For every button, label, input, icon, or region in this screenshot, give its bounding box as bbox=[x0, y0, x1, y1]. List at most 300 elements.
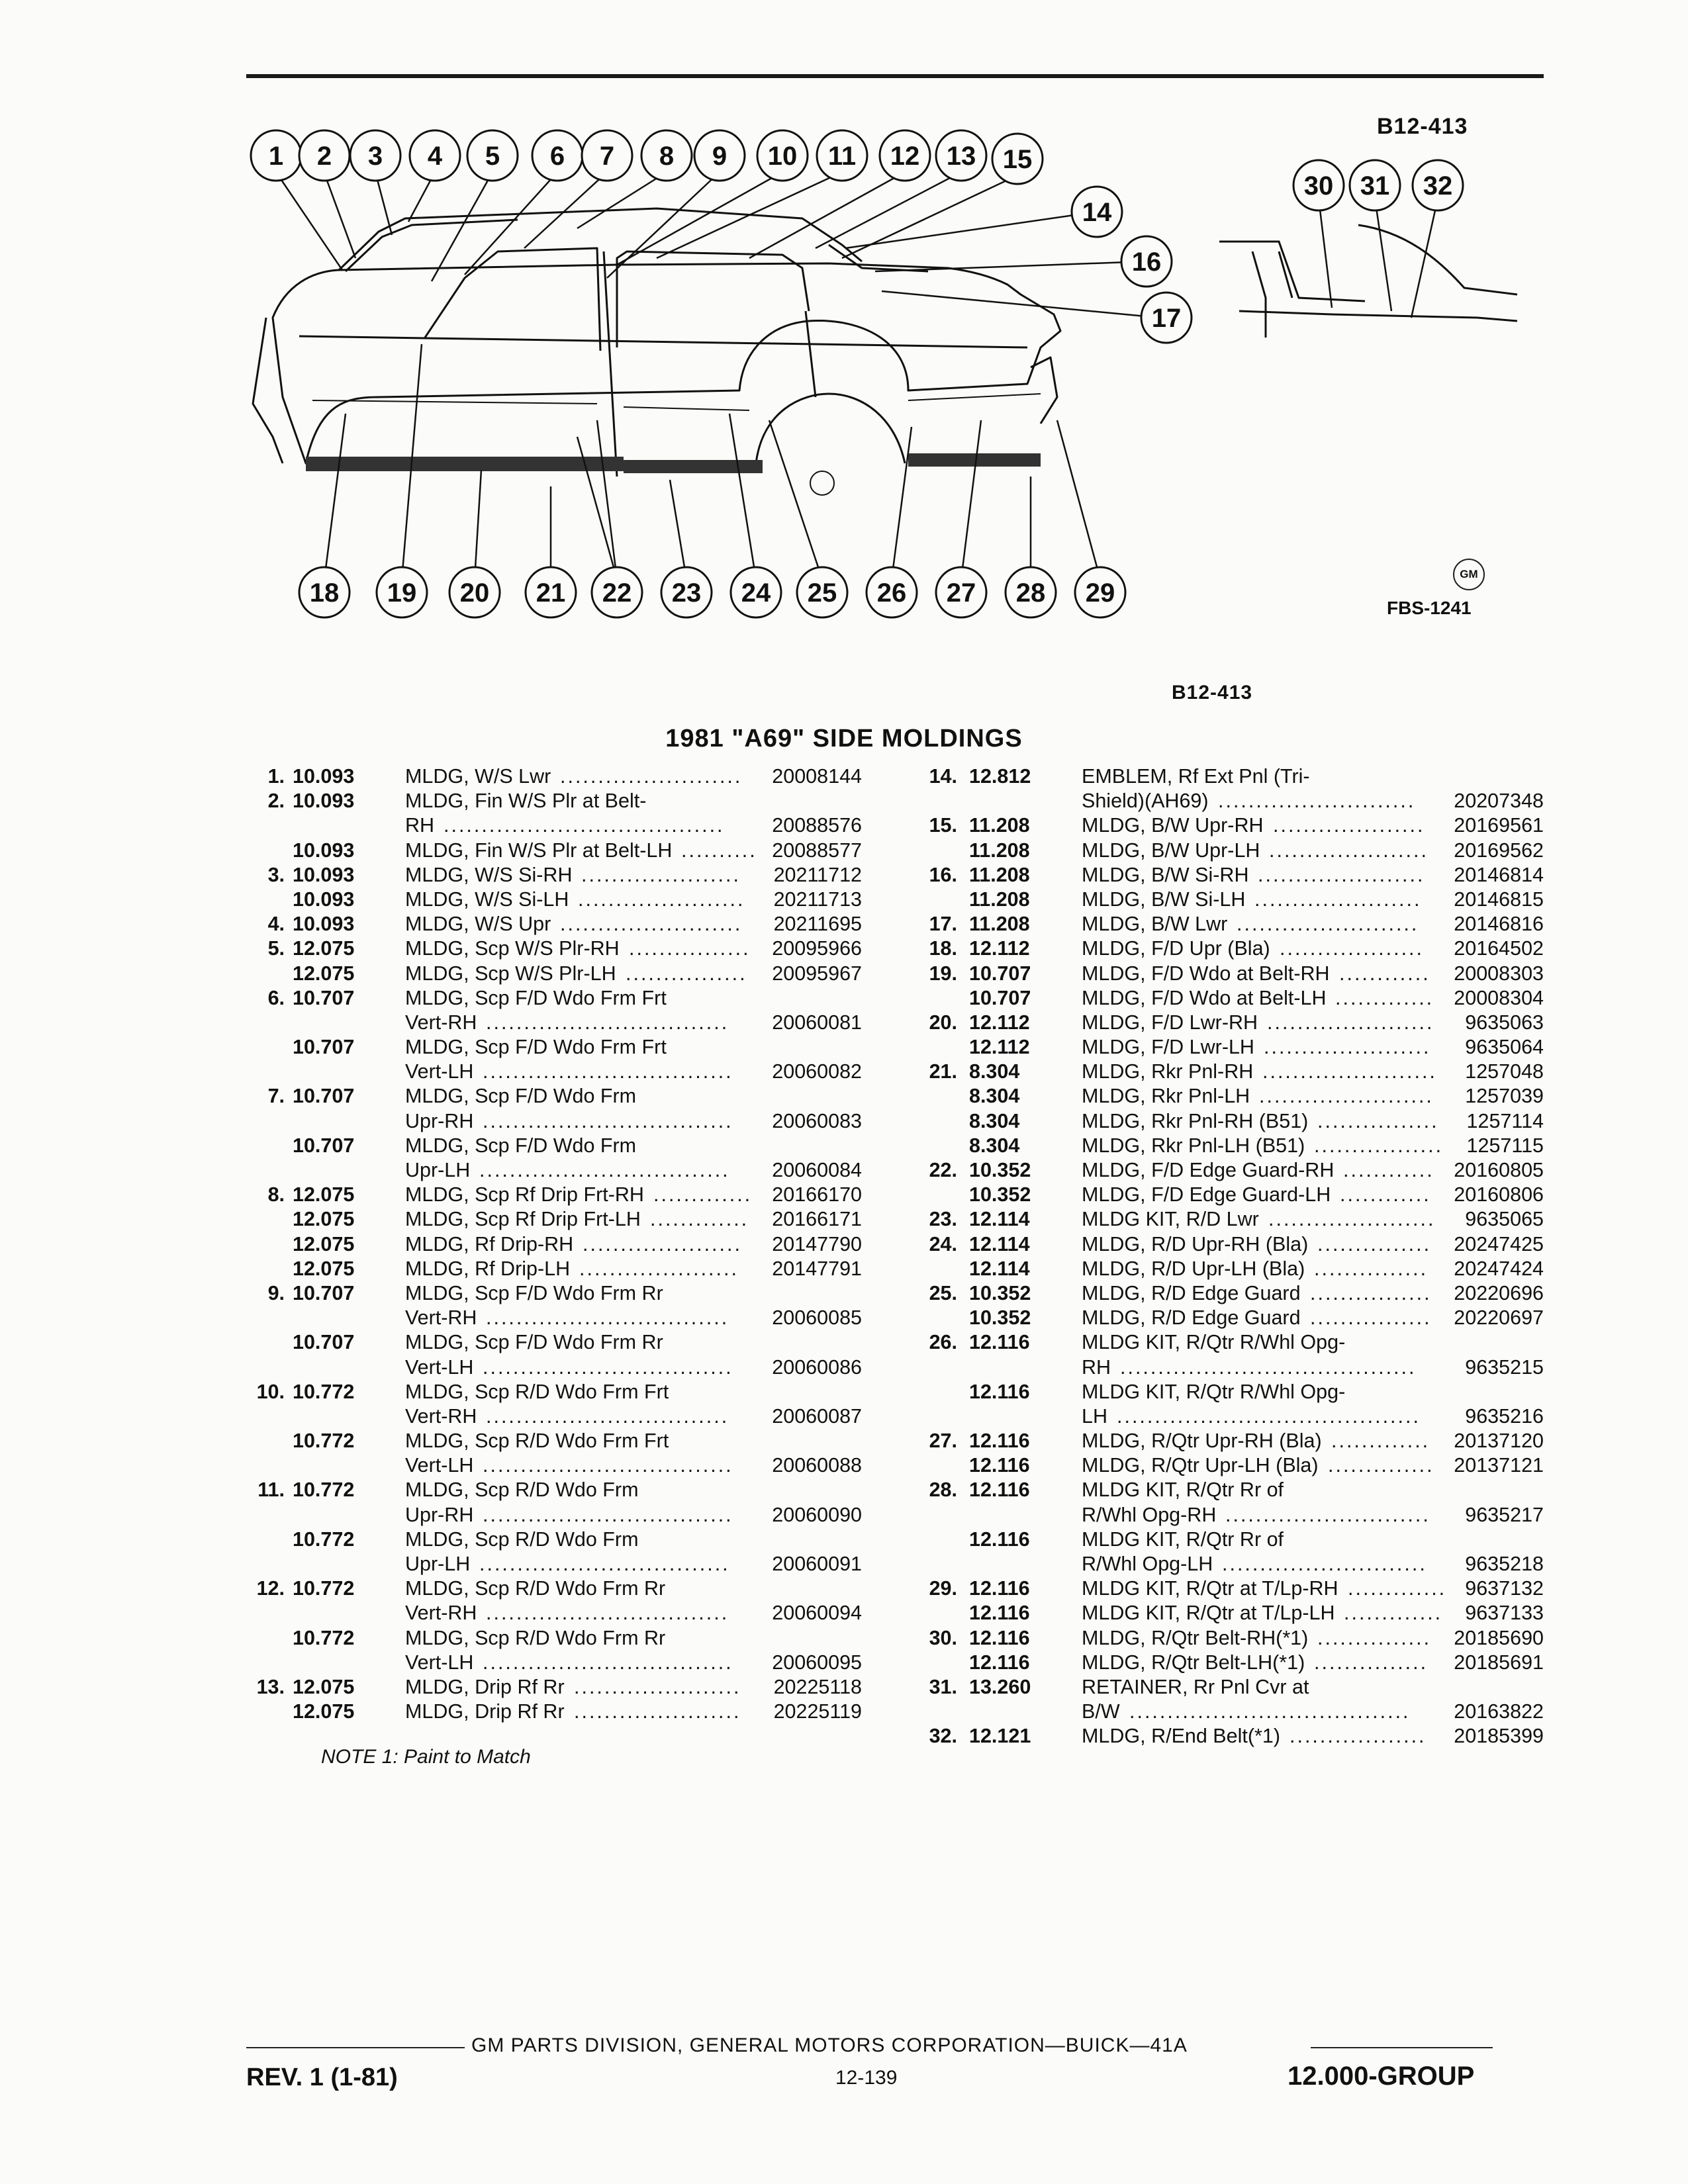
part-number: 20095967 bbox=[772, 962, 862, 985]
part-description: RETAINER, Rr Pnl Cvr at bbox=[1082, 1675, 1309, 1698]
part-line bbox=[240, 1109, 862, 1134]
svg-text:23: 23 bbox=[671, 578, 702, 608]
group-number: 12.075 bbox=[293, 1675, 355, 1698]
item-number: 3. bbox=[267, 863, 285, 886]
car-body-outline bbox=[273, 263, 1060, 463]
emblem-icon bbox=[810, 471, 834, 495]
part-description: MLDG KIT, R/Qtr at T/Lp-RH bbox=[1082, 1577, 1338, 1600]
item-number: 19. bbox=[929, 962, 957, 985]
item-number: 29. bbox=[929, 1577, 957, 1600]
part-description: MLDG, F/D Lwr-LH bbox=[1082, 1036, 1254, 1059]
callout-16 bbox=[1121, 236, 1172, 287]
group-number: 10.707 bbox=[969, 986, 1031, 1009]
dot-leader: ............. bbox=[653, 1183, 753, 1206]
part-description: Vert-LH bbox=[405, 1060, 474, 1083]
part-number: 20160806 bbox=[1454, 1183, 1544, 1206]
part-number: 20185399 bbox=[1454, 1725, 1544, 1748]
part-description: R/Whl Opg-RH bbox=[1082, 1503, 1217, 1526]
part-number: 20225118 bbox=[773, 1675, 862, 1698]
dot-leader: ................................ bbox=[486, 1602, 729, 1625]
group-number: 12.121 bbox=[969, 1725, 1031, 1748]
dot-leader: ...................... bbox=[1254, 887, 1422, 911]
part-number: 20163822 bbox=[1454, 1700, 1544, 1723]
part-line bbox=[240, 1576, 862, 1601]
item-number: 13. bbox=[256, 1675, 285, 1698]
dot-leader: ...................... bbox=[574, 1700, 741, 1723]
part-line bbox=[916, 839, 1544, 863]
part-line bbox=[240, 1257, 862, 1281]
item-number: 16. bbox=[929, 863, 957, 886]
group-number: 12.075 bbox=[293, 962, 355, 985]
dot-leader: ........................... bbox=[1222, 1553, 1427, 1575]
part-description: MLDG, Scp F/D Wdo Frm Frt bbox=[405, 986, 667, 1009]
part-description: MLDG, B/W Lwr bbox=[1082, 913, 1228, 936]
part-number: 20060083 bbox=[772, 1109, 862, 1132]
callout-9 bbox=[694, 130, 745, 181]
part-line bbox=[916, 1355, 1544, 1380]
svg-text:18: 18 bbox=[309, 578, 340, 608]
dot-leader: .............. bbox=[1328, 1454, 1434, 1477]
part-description: MLDG, Scp F/D Wdo Frm Frt bbox=[405, 1036, 667, 1059]
part-description: MLDG, Scp R/D Wdo Frm bbox=[405, 1527, 639, 1551]
part-description: MLDG KIT, R/D Lwr bbox=[1082, 1208, 1259, 1231]
rocker-molding-quarter bbox=[908, 453, 1041, 467]
part-line bbox=[240, 813, 862, 838]
group-number: 10.772 bbox=[293, 1527, 355, 1551]
part-line bbox=[240, 839, 862, 863]
callout-25 bbox=[797, 567, 847, 617]
callout-22 bbox=[592, 567, 642, 617]
item-number: 18. bbox=[929, 937, 957, 960]
dot-leader: ............... bbox=[1314, 1257, 1429, 1280]
part-number: 9635215 bbox=[1465, 1355, 1544, 1379]
item-number: 14. bbox=[929, 765, 957, 788]
part-description: MLDG, Scp F/D Wdo Frm Rr bbox=[405, 1331, 663, 1354]
part-line bbox=[240, 863, 862, 887]
item-number: 22. bbox=[929, 1159, 957, 1181]
dot-leader: ................ bbox=[1317, 1109, 1439, 1132]
part-line bbox=[916, 813, 1544, 838]
part-line bbox=[240, 764, 862, 789]
callout-31 bbox=[1350, 160, 1400, 210]
part-number: 20164502 bbox=[1454, 937, 1544, 960]
part-line bbox=[916, 1404, 1544, 1429]
part-description: MLDG KIT, R/Qtr Rr of bbox=[1082, 1479, 1284, 1502]
item-number: 8. bbox=[267, 1183, 285, 1206]
group-number: 12.075 bbox=[293, 1257, 355, 1280]
dot-leader: ............. bbox=[1335, 986, 1434, 1009]
part-description: MLDG, Scp R/D Wdo Frm Frt bbox=[405, 1430, 669, 1453]
part-description: MLDG KIT, R/Qtr at T/Lp-LH bbox=[1082, 1602, 1335, 1625]
part-description: MLDG, W/S Upr bbox=[405, 913, 551, 936]
svg-text:3: 3 bbox=[367, 142, 383, 171]
group-number: 8.304 bbox=[969, 1109, 1020, 1132]
part-number: 20060090 bbox=[772, 1503, 862, 1526]
callout-2 bbox=[299, 130, 350, 181]
revision-label: REV. 1 (1-81) bbox=[246, 2064, 398, 2091]
part-line bbox=[916, 1281, 1544, 1306]
dot-leader: ................................. bbox=[483, 1651, 733, 1674]
part-description: LH bbox=[1082, 1404, 1107, 1428]
part-description: MLDG, Rkr Pnl-RH (B51) bbox=[1082, 1109, 1309, 1132]
rocker-molding-front bbox=[306, 457, 624, 471]
dot-leader: ................. bbox=[1314, 1134, 1444, 1157]
part-line bbox=[240, 1675, 862, 1700]
part-number: 20146816 bbox=[1454, 913, 1544, 936]
callout-1 bbox=[251, 130, 301, 181]
group-number: 10.707 bbox=[969, 962, 1031, 985]
callout-11 bbox=[817, 130, 867, 181]
dot-leader: ............... bbox=[1317, 1232, 1432, 1255]
group-number: 12.114 bbox=[969, 1208, 1030, 1231]
part-number: 9635065 bbox=[1465, 1208, 1544, 1231]
group-number: 10.093 bbox=[293, 887, 355, 911]
part-line bbox=[916, 1651, 1544, 1675]
part-number: 9635063 bbox=[1465, 1011, 1544, 1034]
callout-30 bbox=[1293, 160, 1344, 210]
svg-text:26: 26 bbox=[876, 578, 907, 608]
part-line bbox=[916, 1183, 1544, 1207]
part-line bbox=[240, 912, 862, 936]
svg-text:15: 15 bbox=[1002, 145, 1033, 174]
part-description: MLDG, Drip Rf Rr bbox=[405, 1675, 565, 1698]
part-description: MLDG, B/W Upr-LH bbox=[1082, 839, 1260, 862]
group-number: 10.707 bbox=[293, 1281, 355, 1304]
item-number: 24. bbox=[929, 1232, 957, 1255]
group-number: 12.075 bbox=[293, 1183, 355, 1206]
svg-text:8: 8 bbox=[659, 142, 675, 171]
item-number: 1. bbox=[267, 765, 285, 788]
part-description: MLDG KIT, R/Qtr Rr of bbox=[1082, 1527, 1284, 1551]
part-description: MLDG, Scp Rf Drip Frt-LH bbox=[405, 1208, 641, 1231]
page-number: 12-139 bbox=[835, 2067, 898, 2089]
item-number: 26. bbox=[929, 1331, 957, 1354]
part-number: 20060081 bbox=[772, 1011, 862, 1034]
part-description: MLDG, Fin W/S Plr at Belt-LH bbox=[405, 839, 673, 862]
svg-text:4: 4 bbox=[427, 142, 443, 171]
side-moldings-diagram bbox=[246, 119, 1544, 642]
part-line bbox=[916, 1453, 1544, 1478]
group-number: 11.208 bbox=[969, 887, 1030, 911]
item-number: 30. bbox=[929, 1626, 957, 1649]
callout-10 bbox=[757, 130, 808, 181]
svg-text:11: 11 bbox=[827, 142, 857, 171]
svg-text:24: 24 bbox=[741, 578, 771, 608]
part-number: 20137121 bbox=[1454, 1454, 1544, 1477]
part-line bbox=[916, 789, 1544, 813]
part-number: 20247424 bbox=[1454, 1257, 1544, 1280]
callout-23 bbox=[661, 567, 712, 617]
part-line bbox=[916, 1380, 1544, 1404]
part-description: MLDG, R/Qtr Belt-LH(*1) bbox=[1082, 1651, 1305, 1674]
part-number: 20095966 bbox=[772, 937, 862, 960]
part-number: 20008144 bbox=[772, 765, 862, 788]
part-line bbox=[240, 1700, 862, 1724]
part-description: MLDG, F/D Lwr-RH bbox=[1082, 1011, 1258, 1034]
part-line bbox=[916, 1232, 1544, 1257]
callout-4 bbox=[410, 130, 460, 181]
callout-7 bbox=[582, 130, 632, 181]
dot-leader: ................................. bbox=[479, 1553, 730, 1575]
group-number: 12.116 bbox=[969, 1479, 1030, 1502]
part-number: 20169562 bbox=[1454, 839, 1544, 862]
group-number: 10.352 bbox=[969, 1281, 1031, 1304]
part-description: MLDG, B/W Si-RH bbox=[1082, 863, 1249, 886]
part-number: 20220696 bbox=[1454, 1281, 1544, 1304]
dot-leader: ............ bbox=[1339, 962, 1430, 985]
part-description: MLDG, F/D Edge Guard-RH bbox=[1082, 1159, 1335, 1181]
svg-text:21: 21 bbox=[536, 578, 566, 608]
top-rule bbox=[246, 74, 1544, 78]
group-number: 8.304 bbox=[969, 1085, 1020, 1108]
part-line bbox=[916, 1011, 1544, 1035]
part-number: 1257048 bbox=[1465, 1060, 1544, 1083]
dot-leader: ..................................... bbox=[1129, 1700, 1411, 1723]
group-number: 12.116 bbox=[969, 1430, 1030, 1453]
part-number: 20211712 bbox=[773, 863, 862, 886]
illustration-code-top: B12-413 bbox=[1377, 114, 1468, 139]
part-line bbox=[240, 962, 862, 986]
part-line bbox=[916, 1109, 1544, 1134]
part-number: 20060091 bbox=[772, 1553, 862, 1575]
svg-text:17: 17 bbox=[1151, 304, 1182, 333]
dot-leader: ............. bbox=[650, 1208, 749, 1231]
part-description: Vert-RH bbox=[405, 1404, 477, 1428]
part-description: Vert-LH bbox=[405, 1454, 474, 1477]
part-line bbox=[916, 764, 1544, 789]
part-description: MLDG, B/W Si-LH bbox=[1082, 887, 1246, 911]
part-line bbox=[240, 1281, 862, 1306]
svg-text:22: 22 bbox=[602, 578, 632, 608]
callout-17 bbox=[1141, 293, 1192, 343]
part-number: 20147790 bbox=[772, 1232, 862, 1255]
callout-18 bbox=[299, 567, 350, 617]
callout-14 bbox=[1072, 187, 1122, 237]
part-description: MLDG, Rkr Pnl-LH bbox=[1082, 1085, 1250, 1108]
part-line bbox=[916, 962, 1544, 986]
item-number: 6. bbox=[267, 986, 285, 1009]
group-number: 11.208 bbox=[969, 863, 1030, 886]
callout-24 bbox=[731, 567, 781, 617]
part-line bbox=[240, 1626, 862, 1651]
dot-leader: ........................................ bbox=[1117, 1404, 1421, 1428]
part-number: 20008303 bbox=[1454, 962, 1544, 985]
item-number: 7. bbox=[267, 1085, 285, 1108]
part-description: Upr-RH bbox=[405, 1503, 474, 1526]
dot-leader: ............. bbox=[1344, 1602, 1443, 1625]
part-line bbox=[240, 1330, 862, 1355]
group-number: 10.352 bbox=[969, 1159, 1031, 1181]
group-number: 12.812 bbox=[969, 765, 1031, 788]
note: NOTE 1: Paint to Match bbox=[321, 1746, 531, 1768]
group-number: 10.093 bbox=[293, 765, 355, 788]
part-line bbox=[240, 1478, 862, 1502]
part-description: MLDG, Drip Rf Rr bbox=[405, 1700, 565, 1723]
parts-list-right bbox=[916, 764, 1544, 1749]
dot-leader: ..................... bbox=[1269, 839, 1429, 862]
part-number: 20211713 bbox=[773, 887, 862, 911]
part-number: 20146814 bbox=[1454, 863, 1544, 886]
part-description: Upr-RH bbox=[405, 1109, 474, 1132]
group-number: 10.707 bbox=[293, 1134, 355, 1157]
part-line bbox=[916, 1429, 1544, 1453]
callout-15 bbox=[992, 134, 1043, 184]
rear-quarter-inset bbox=[1219, 225, 1517, 338]
group-number: 12.075 bbox=[293, 1232, 355, 1255]
dot-leader: .................. bbox=[1289, 1725, 1427, 1748]
svg-text:27: 27 bbox=[946, 578, 976, 608]
callout-13 bbox=[936, 130, 986, 181]
gm-logo: GM bbox=[1453, 559, 1485, 590]
callout-8 bbox=[641, 130, 692, 181]
item-number: 31. bbox=[929, 1675, 957, 1698]
part-number: 20146815 bbox=[1454, 887, 1544, 911]
part-number: 9637133 bbox=[1465, 1602, 1544, 1625]
dot-leader: ...................... bbox=[578, 887, 745, 911]
group-number: 10.707 bbox=[293, 1331, 355, 1354]
group-number: 11.208 bbox=[969, 913, 1030, 936]
part-line bbox=[240, 1183, 862, 1207]
callout-6 bbox=[532, 130, 583, 181]
part-description: MLDG, F/D Upr (Bla) bbox=[1082, 937, 1270, 960]
part-description: MLDG, R/End Belt(*1) bbox=[1082, 1725, 1281, 1748]
item-number: 32. bbox=[929, 1725, 957, 1748]
part-description: MLDG, B/W Upr-RH bbox=[1082, 814, 1264, 837]
part-number: 20060082 bbox=[772, 1060, 862, 1083]
callout-26 bbox=[867, 567, 917, 617]
part-line bbox=[916, 936, 1544, 961]
part-description: Vert-RH bbox=[405, 1011, 477, 1034]
part-description: MLDG, Scp W/S Plr-LH bbox=[405, 962, 616, 985]
part-line bbox=[240, 1207, 862, 1232]
part-number: 20207348 bbox=[1454, 790, 1544, 813]
callout-19 bbox=[377, 567, 427, 617]
svg-text:20: 20 bbox=[459, 578, 490, 608]
item-number: 5. bbox=[267, 937, 285, 960]
part-description: MLDG, R/Qtr Upr-LH (Bla) bbox=[1082, 1454, 1319, 1477]
part-description: RH bbox=[1082, 1355, 1111, 1379]
part-line bbox=[240, 1651, 862, 1675]
part-description: MLDG, Rf Drip-LH bbox=[405, 1257, 571, 1280]
footer-publisher: GM PARTS DIVISION, GENERAL MOTORS CORPORATION—BUICK—41A bbox=[471, 2034, 1188, 2056]
footer-rule-left bbox=[246, 2047, 465, 2048]
part-line bbox=[240, 1429, 862, 1453]
dot-leader: ...................... bbox=[574, 1675, 741, 1698]
part-line bbox=[916, 1084, 1544, 1109]
svg-text:14: 14 bbox=[1082, 198, 1112, 227]
dot-leader: ................................. bbox=[483, 1109, 733, 1132]
dot-leader: ................................. bbox=[483, 1060, 733, 1083]
part-line bbox=[916, 1576, 1544, 1601]
dot-leader: .......................... bbox=[1218, 790, 1416, 813]
group-number: 12.116 bbox=[969, 1380, 1030, 1403]
rocker-molding-rear-door bbox=[624, 460, 763, 473]
callout-21 bbox=[526, 567, 576, 617]
group-number: 10.707 bbox=[293, 1085, 355, 1108]
part-number: 1257039 bbox=[1465, 1085, 1544, 1108]
group-number: 12.116 bbox=[969, 1602, 1030, 1625]
part-line bbox=[916, 1330, 1544, 1355]
part-line bbox=[240, 1527, 862, 1552]
group-number: 10.707 bbox=[293, 1036, 355, 1059]
part-number: 20137120 bbox=[1454, 1430, 1544, 1453]
group-number: 12.075 bbox=[293, 937, 355, 960]
part-description: MLDG, W/S Lwr bbox=[405, 765, 551, 788]
svg-text:31: 31 bbox=[1360, 171, 1390, 201]
group-number: 12.116 bbox=[969, 1454, 1030, 1477]
dot-leader: ..................... bbox=[579, 1257, 739, 1280]
part-description: MLDG, R/D Upr-LH (Bla) bbox=[1082, 1257, 1305, 1280]
group-number: 12.075 bbox=[293, 1208, 355, 1231]
dot-leader: ................................. bbox=[483, 1503, 733, 1526]
dot-leader: ....................... bbox=[1259, 1085, 1434, 1108]
svg-text:5: 5 bbox=[485, 142, 500, 171]
dot-leader: ............... bbox=[1314, 1651, 1429, 1674]
part-line bbox=[240, 936, 862, 961]
callout-32 bbox=[1413, 160, 1463, 210]
dot-leader: ................ bbox=[626, 962, 747, 985]
part-description: MLDG, R/Qtr Upr-RH (Bla) bbox=[1082, 1430, 1322, 1453]
part-number: 20247425 bbox=[1454, 1232, 1544, 1255]
part-line bbox=[916, 1035, 1544, 1060]
part-description: Vert-RH bbox=[405, 1602, 477, 1625]
group-number: 12.116 bbox=[969, 1331, 1030, 1354]
group-number: 8.304 bbox=[969, 1060, 1020, 1083]
group-number: 10.352 bbox=[969, 1306, 1031, 1330]
part-description: MLDG, Scp R/D Wdo Frm Rr bbox=[405, 1577, 666, 1600]
part-line bbox=[916, 1060, 1544, 1084]
part-number: 20160805 bbox=[1454, 1159, 1544, 1181]
part-line bbox=[916, 1158, 1544, 1183]
dot-leader: ................... bbox=[1280, 937, 1425, 960]
dot-leader: ................................. bbox=[483, 1454, 733, 1477]
callout-5 bbox=[467, 130, 518, 181]
group-number: 13.260 bbox=[969, 1675, 1031, 1698]
part-line bbox=[240, 1084, 862, 1109]
group-number: 12.112 bbox=[969, 1036, 1030, 1059]
svg-text:2: 2 bbox=[316, 142, 332, 171]
part-line bbox=[240, 1134, 862, 1158]
item-number: 9. bbox=[267, 1281, 285, 1304]
part-line bbox=[240, 1035, 862, 1060]
dot-leader: ............. bbox=[1331, 1430, 1430, 1453]
group-number: 10.093 bbox=[293, 790, 355, 813]
dot-leader: ............... bbox=[1317, 1626, 1432, 1649]
item-number: 4. bbox=[267, 913, 285, 936]
part-description: MLDG KIT, R/Qtr R/Whl Opg- bbox=[1082, 1380, 1346, 1403]
part-number: 9635064 bbox=[1465, 1036, 1544, 1059]
group-number: 11.208 bbox=[969, 839, 1030, 862]
part-line bbox=[916, 1527, 1544, 1552]
dot-leader: ................ bbox=[1310, 1281, 1432, 1304]
item-number: 21. bbox=[929, 1060, 957, 1083]
item-number: 20. bbox=[929, 1011, 957, 1034]
item-number: 10. bbox=[256, 1380, 285, 1403]
part-description: MLDG, Scp F/D Wdo Frm bbox=[405, 1085, 637, 1108]
part-description: MLDG, Scp R/D Wdo Frm Frt bbox=[405, 1380, 669, 1403]
part-line bbox=[240, 1380, 862, 1404]
item-number: 23. bbox=[929, 1208, 957, 1231]
part-number: 20166171 bbox=[772, 1208, 862, 1231]
group-number: 12.112 bbox=[969, 1011, 1030, 1034]
part-number: 20225119 bbox=[773, 1700, 862, 1723]
callout-29 bbox=[1075, 567, 1125, 617]
part-line bbox=[916, 1207, 1544, 1232]
part-description: MLDG, F/D Edge Guard-LH bbox=[1082, 1183, 1331, 1206]
svg-text:25: 25 bbox=[807, 578, 837, 608]
group-number: 12.075 bbox=[293, 1700, 355, 1723]
group-number: 10.772 bbox=[293, 1626, 355, 1649]
